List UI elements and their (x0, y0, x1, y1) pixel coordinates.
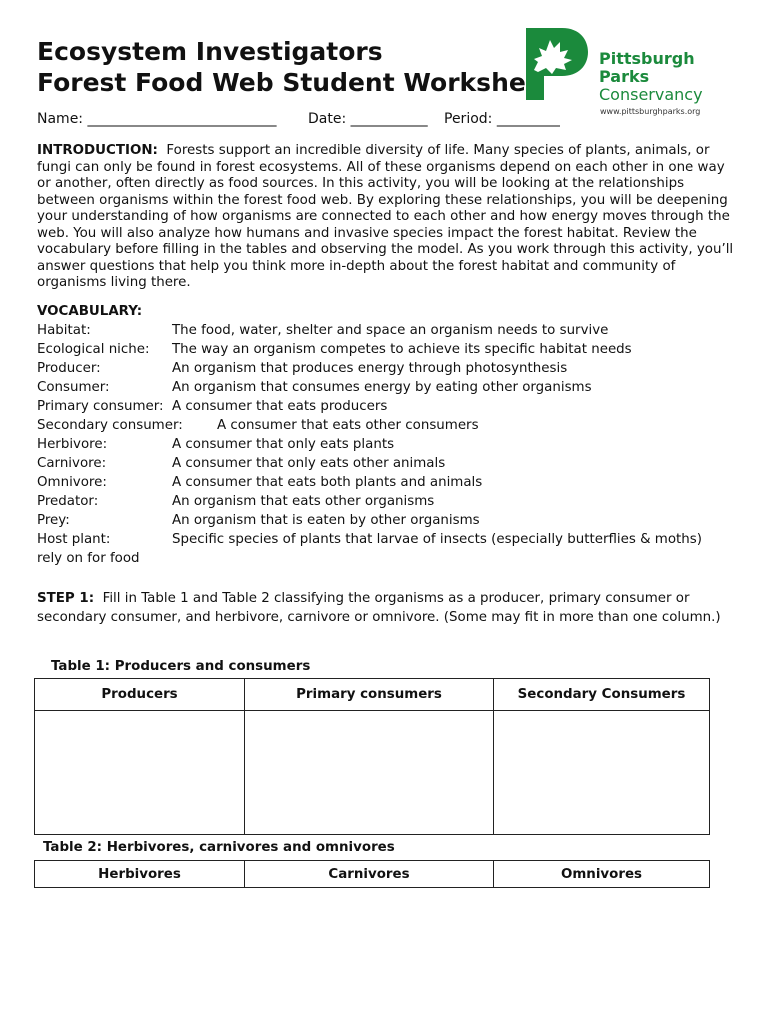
vocab-term: Predator: (37, 494, 99, 509)
table-1 (34, 678, 710, 835)
vocab-definition: The food, water, shelter and space an organism needs to survive (172, 323, 609, 338)
logo-url: www.pittsburghparks.org (600, 107, 701, 116)
vocab-definition: An organism that eats other organisms (172, 494, 435, 509)
vocab-term: Prey: (37, 513, 70, 528)
vocab-definition: A consumer that eats both plants and animals (172, 475, 483, 490)
title-line-1: Ecosystem Investigators (37, 37, 383, 66)
pittsburgh-parks-logo (524, 26, 724, 122)
table-2-header-omnivores: Omnivores (494, 861, 710, 888)
table-2 (34, 860, 710, 888)
vocab-definition: An organism that produces energy through photosynthesis (172, 361, 568, 376)
vocab-term: Omnivore: (37, 475, 107, 490)
step-1-text: Fill in Table 1 and Table 2 classifying the organisms as a producer, primary consumer or secondary consumer, and herbivore, carnivore or omnivore. (Some may fit in more than one column.) (37, 591, 721, 625)
step-1-label: STEP 1: (37, 591, 95, 606)
vocab-term: Consumer: (37, 380, 110, 395)
vocab-definition: Specific species of plants that larvae of insects (especially butterflies & moths) (172, 532, 702, 547)
vocab-term: Primary consumer: (37, 399, 164, 414)
oak-leaf-icon (524, 26, 588, 102)
vocab-term: rely on for food (37, 551, 140, 566)
table-2-header-carnivores: Carnivores (245, 861, 494, 888)
intro-label: INTRODUCTION: (37, 143, 158, 158)
vocab-term: Secondary consumer: (37, 418, 183, 433)
table-1-header-producers: Producers (35, 679, 245, 711)
table-2-caption: Table 2: Herbivores, carnivores and omnivores (43, 840, 395, 855)
vocab-definition: A consumer that only eats other animals (172, 456, 446, 471)
worksheet-title (37, 36, 526, 98)
vocab-term: Ecological niche: (37, 342, 150, 357)
vocab-term: Herbivore: (37, 437, 108, 452)
vocab-term: Habitat: (37, 323, 91, 338)
vocab-term: Carnivore: (37, 456, 107, 471)
logo-text-conservancy: Conservancy (599, 85, 703, 104)
vocab-definition: A consumer that only eats plants (172, 437, 395, 452)
vocab-term: Producer: (37, 361, 101, 376)
vocab-definition: A consumer that eats other consumers (217, 418, 479, 433)
table-1-cell-secondary[interactable] (494, 711, 710, 835)
vocab-definition: The way an organism competes to achieve its specific habitat needs (172, 342, 632, 357)
vocab-definition: A consumer that eats producers (172, 399, 388, 414)
vocabulary-heading: VOCABULARY: (37, 304, 143, 319)
table-1-caption: Table 1: Producers and consumers (51, 659, 311, 674)
intro-text: Forests support an incredible diversity of life. Many species of plants, animals, or fungi can only be found in forest ecosystems. All of these organisms depend on each other in one way or another, often directly as food sources. In this activity, you will be looking at the relationships between organisms within the forest food web. By exploring these relationships, you will be deepening your understanding of how organisms are connected to each other and how energy moves through the web. You will also analyze how humans and invasive species impact the forest habitat. Review the vocabulary before filling in the tables and observing the model. As you work through this activity, you’ll answer questions that help you think more in-depth about the forest habitat and community of organisms living there. (37, 143, 734, 290)
table-1-header-primary: Primary consumers (245, 679, 494, 711)
vocab-definition: An organism that consumes energy by eating other organisms (172, 380, 592, 395)
logo-text-pittsburgh: Pittsburgh (599, 49, 695, 68)
title-line-2: Forest Food Web Student Workshe (37, 68, 526, 97)
name-field[interactable]: Name: ___________________________ (37, 111, 277, 127)
introduction-paragraph (37, 143, 737, 292)
table-2-header-herbivores: Herbivores (35, 861, 245, 888)
logo-text-parks: Parks (599, 67, 650, 86)
date-field[interactable]: Date: ___________ (308, 111, 428, 127)
step-1-instructions (37, 589, 737, 627)
table-1-cell-producers[interactable] (35, 711, 245, 835)
table-1-cell-primary[interactable] (245, 711, 494, 835)
period-field[interactable]: Period: _________ (444, 111, 560, 127)
table-1-header-secondary: Secondary Consumers (494, 679, 710, 711)
vocab-term: Host plant: (37, 532, 111, 547)
vocab-definition: An organism that is eaten by other organisms (172, 513, 480, 528)
